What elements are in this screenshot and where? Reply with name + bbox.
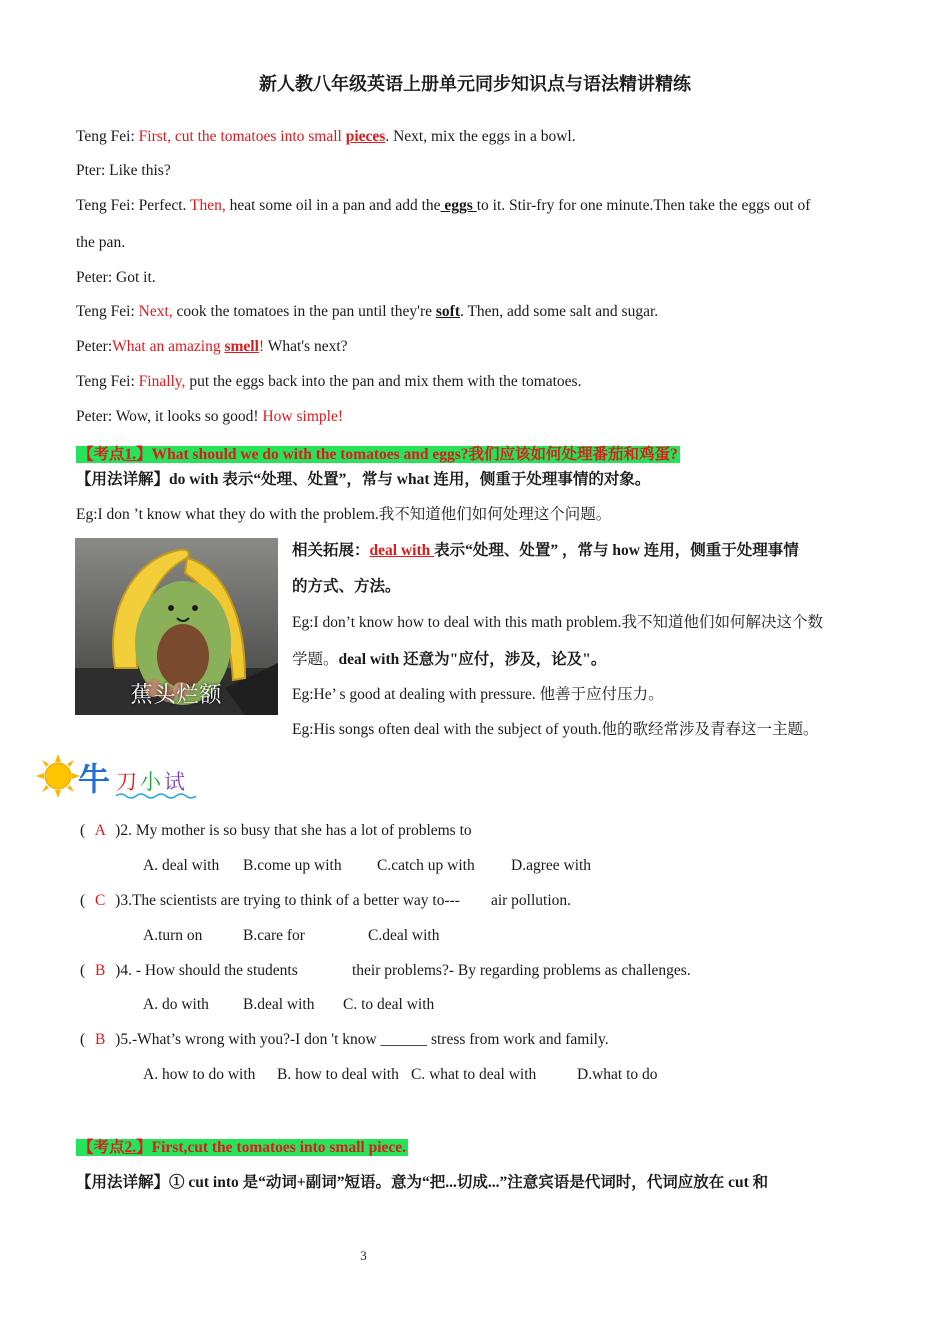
- option: D.agree with: [511, 857, 592, 874]
- key-word: pieces: [345, 128, 386, 145]
- speaker: Teng Fei:: [76, 373, 139, 390]
- question-text: 5.-What’s wrong with you?-I don 't know ______ stress from work and family.: [120, 1031, 609, 1048]
- exclamation-text: What an amazing: [112, 338, 225, 355]
- example-sentence: Eg:I don ’t know what they do with the problem.我不知道他们如何处理这个问题。: [76, 506, 612, 523]
- point-tag: 【考点2.】First,cut the tomatoes into small piece.: [78, 1139, 407, 1156]
- quiz-question-2: ( A )2. My mother is so busy that she has a lot of problems to: [80, 822, 472, 839]
- option: A. deal with: [143, 857, 220, 874]
- example-sentence-cont: 学题。deal with 还意为"应付，涉及，论及"。: [292, 651, 607, 668]
- usage-explanation: 【用法详解】do with 表示“处理、处置”，常与 what 连用，侧重于处理事情的对象。: [76, 471, 651, 488]
- option: A. how to do with: [143, 1066, 256, 1083]
- extra-meaning: deal with 还意为"应付，涉及，论及"。: [338, 651, 607, 668]
- extension-line: 相关拓展：deal with 表示“处理、处置” ，常与 how 连用，侧重于处理事情: [292, 542, 799, 559]
- dialogue-line-6: [76, 338, 348, 356]
- speaker: Teng Fei: Perfect.: [76, 197, 190, 214]
- speaker: Teng Fei:: [76, 303, 139, 320]
- option: B.come up with: [243, 857, 342, 874]
- quiz-options-3: [143, 927, 439, 945]
- option: A. do with: [143, 996, 209, 1013]
- dialogue-line-7: [76, 373, 581, 391]
- point-2-heading: [76, 1135, 408, 1157]
- option: B. how to deal with: [277, 1066, 399, 1083]
- option: B.care for: [243, 927, 305, 944]
- speaker: Teng Fei:: [76, 128, 139, 145]
- option: A.turn on: [143, 927, 203, 944]
- logo-char: 牛: [78, 760, 111, 798]
- quiz-question-3: ( C )3.The scientists are trying to think of a better way to--- air pollution.: [80, 892, 572, 909]
- dialogue-line-4: Peter: Got it.: [76, 269, 156, 286]
- dialogue-line-8: [76, 408, 343, 426]
- exclamation-text: How simple!: [262, 408, 343, 425]
- sequence-word: Finally,: [138, 373, 186, 390]
- answer-key: A: [94, 822, 106, 839]
- line-text: What's next?: [264, 338, 348, 355]
- logo-char: 试: [164, 770, 185, 794]
- key-phrase: deal with: [369, 542, 435, 559]
- speaker: Peter:: [76, 338, 113, 355]
- dialogue-line-5: [76, 303, 658, 321]
- question-text: 3.The scientists are trying to think of a better way to--- air pollution.: [120, 892, 572, 909]
- key-word: soft: [435, 303, 460, 320]
- dialogue-line-3: [76, 197, 810, 215]
- logo-char: 刀: [116, 770, 137, 794]
- dialogue-line-2: Pter: Like this?: [76, 162, 171, 179]
- answer-key: C: [95, 892, 106, 909]
- dialogue-line-1: [76, 128, 576, 146]
- option: C. to deal with: [343, 996, 435, 1013]
- sequence-word: Then,: [190, 197, 226, 214]
- sun-icon: [36, 754, 80, 798]
- example-sentence: Eg:His songs often deal with the subject of youth.他的歌经常涉及青春这一主题。: [292, 721, 819, 738]
- line-text: to it. Stir-fry for one minute.Then take the eggs out of: [476, 197, 811, 214]
- sequence-word: Next,: [138, 303, 173, 320]
- usage-explanation: 【用法详解】① cut into 是“动词+副词”短语。意为“把...切成...”注意宾语是代词时，代词应放在 cut 和: [76, 1174, 769, 1191]
- quiz-question-5: ( B )5.-What’s wrong with you?-I don 't know ______ stress from work and family.: [80, 1031, 609, 1048]
- extension-line-cont: 的方式、方法。: [292, 578, 401, 595]
- dialogue-line-3-cont: the pan.: [76, 234, 126, 251]
- line-text: cook the tomatoes in the pan until they're: [172, 303, 436, 320]
- page-title: 新人教八年级英语上册单元同步知识点与语法精讲精练: [259, 74, 691, 94]
- image-caption: 蕉头烂额: [130, 683, 223, 708]
- point-tag: 【考点1.】What should we do with the tomatoes and eggs?我们应该如何处理番茄和鸡蛋?: [78, 446, 678, 463]
- question-text: 4. - How should the students their problems?- By regarding problems as challenges.: [120, 962, 691, 979]
- example-sentence: Eg:He’ s good at dealing with pressure. 他善于应付压力。: [292, 686, 664, 703]
- quiz-question-4: ( B )4. - How should the students their problems?- By regarding problems as challenges.: [80, 962, 691, 979]
- option: D.what to do: [577, 1066, 658, 1083]
- quiz-logo: [36, 752, 196, 800]
- key-word: eggs: [440, 197, 477, 214]
- line-text: heat some oil in a pan and add the: [225, 197, 441, 214]
- answer-key: B: [95, 1031, 106, 1048]
- exclamation-mark: !: [258, 338, 265, 355]
- logo-char: 小: [140, 770, 161, 794]
- wave-underline-icon: [116, 792, 196, 800]
- key-word: smell: [224, 338, 259, 355]
- option: C.catch up with: [377, 857, 475, 874]
- line-text: Peter: Wow, it looks so good!: [76, 408, 263, 425]
- banana-avocado-image: [75, 538, 278, 715]
- quiz-options-5: [143, 1066, 658, 1084]
- point-1-heading: [76, 442, 680, 464]
- instruction-text: First, cut the tomatoes into small: [138, 128, 346, 145]
- option: B.deal with: [243, 996, 315, 1013]
- line-text: put the eggs back into the pan and mix them with the tomatoes.: [185, 373, 582, 390]
- option: C. what to deal with: [411, 1066, 537, 1083]
- line-text: . Next, mix the eggs in a bowl.: [385, 128, 576, 145]
- example-sentence: Eg:I don’t know how to deal with this math problem.我不知道他们如何解决这个数: [292, 614, 823, 631]
- quiz-options-2: [143, 857, 591, 875]
- question-text: 2. My mother is so busy that she has a lot of problems to: [120, 822, 472, 839]
- answer-key: B: [95, 962, 106, 979]
- quiz-options-4: [143, 996, 434, 1014]
- page-number: 3: [360, 1248, 367, 1263]
- option: C.deal with: [368, 927, 440, 944]
- line-text: . Then, add some salt and sugar.: [459, 303, 659, 320]
